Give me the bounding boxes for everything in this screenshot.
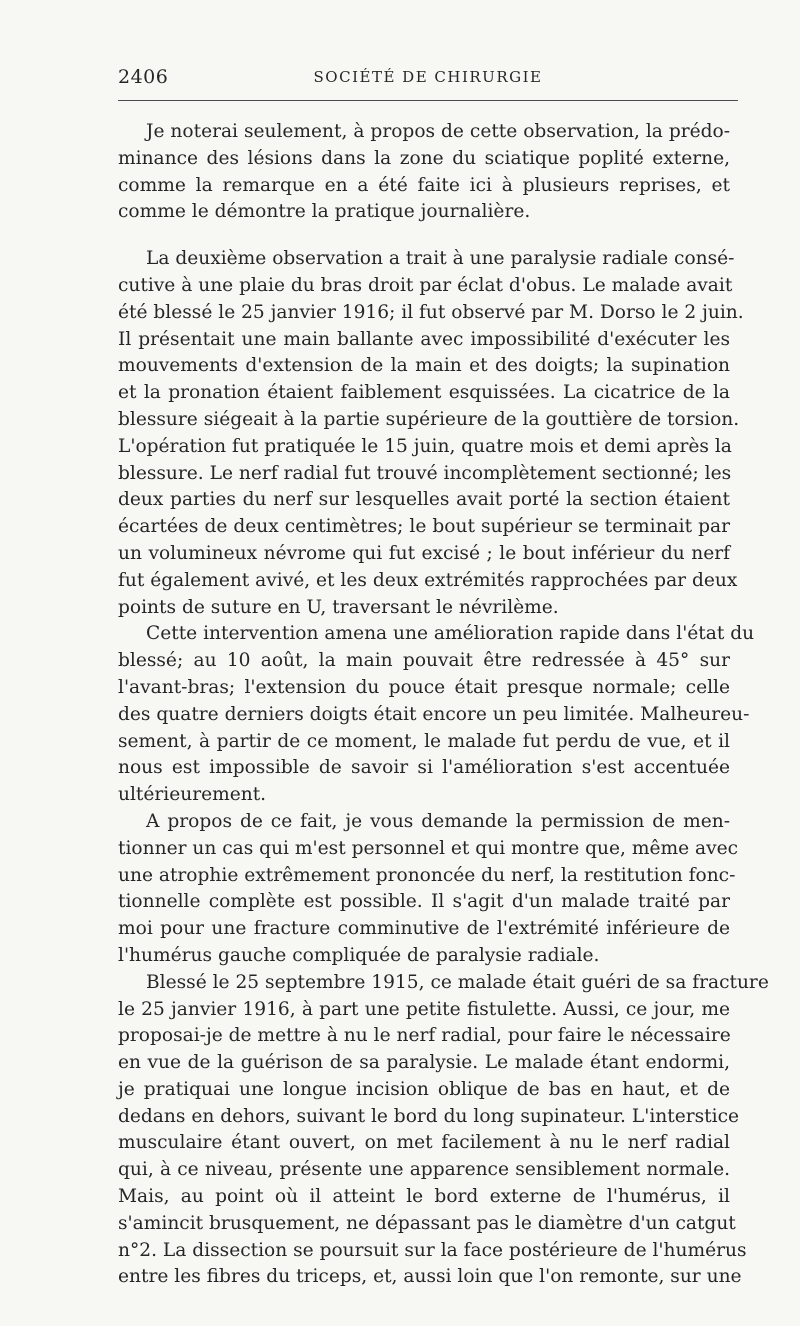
text-line: comme le démontre la pratique journalière. (118, 201, 531, 223)
text-line: blessure. Le nerf radial fut trouvé incomplètement sectionné; les (118, 462, 732, 484)
text-line: points de suture en U, traversant le névrilème. (118, 596, 559, 618)
text-line: comme la remarque en a été faite ici à plusieurs reprises, et (118, 174, 730, 196)
text-line: Cette intervention amena une amélioration rapide dans l'état du (146, 623, 755, 645)
text-line: blessure siégeait à la partie supérieure de la gouttière de torsion. (118, 408, 740, 430)
text-line: un volumineux névrome qui fut excisé ; le bout inférieur du nerf (118, 542, 730, 564)
text-line: l'avant-bras; l'extension du pouce était presque normale; celle (118, 676, 730, 698)
paragraph-3 (118, 621, 755, 809)
body-text (118, 119, 769, 1291)
text-line: l'humérus gauche compliquée de paralysie radiale. (118, 944, 600, 966)
running-head: SOCIÉTÉ DE CHIRURGIE (313, 68, 543, 86)
text-line: Mais, au point où il atteint le bord externe de l'humérus, il (118, 1186, 730, 1208)
text-line: je pratiquai une longue incision oblique de bas en haut, et de (118, 1078, 730, 1100)
text-line: La deuxième observation a trait à une paralysie radiale consé- (146, 248, 735, 270)
text-line: cutive à une plaie du bras droit par éclat d'obus. Le malade avait (118, 274, 733, 296)
text-line: Je noterai seulement, à propos de cette observation, la prédo- (146, 121, 730, 142)
text-line: le 25 janvier 1916, à part une petite fistulette. Aussi, ce jour, me (118, 998, 730, 1020)
text-line: qui, à ce niveau, présente une apparence sensiblement normale. (118, 1159, 730, 1181)
text-line: en vue de la guérison de sa paralysie. Le malade étant endormi, (118, 1052, 730, 1074)
text-line: été blessé le 25 janvier 1916; il fut observé par M. Dorso le 2 juin. (118, 301, 744, 323)
text-line: sement, à partir de ce moment, le malade fut perdu de vue, et il (118, 730, 730, 752)
text-line: des quatre derniers doigts était encore un peu limitée. Malheureu- (118, 703, 750, 725)
text-line: L'opération fut pratiquée le 15 juin, quatre mois et demi après la (118, 435, 732, 457)
text-line: A propos de ce fait, je vous demande la permission de men- (146, 810, 730, 832)
text-line: nous est impossible de savoir si l'amélioration s'est accentuée (118, 757, 730, 779)
header-rule (118, 100, 738, 101)
paragraph-1 (118, 119, 730, 226)
text-line: mouvements d'extension de la main et des doigts; la supination (118, 355, 730, 377)
page-number: 2406 (118, 66, 169, 88)
paragraph-gap (118, 226, 730, 246)
text-line: fut également avivé, et les deux extrémités rapprochées par deux (118, 569, 738, 591)
text-line: deux parties du nerf sur lesquelles avait porté la section étaient (118, 489, 730, 511)
text-line: une atrophie extrêmement prononcée du nerf, la restitution fonc- (118, 864, 736, 886)
text-line: proposai-je de mettre à nu le nerf radial, pour faire le nécessaire (118, 1025, 731, 1047)
text-line: s'amincit brusquement, ne dépassant pas le diamètre d'un catgut (118, 1212, 736, 1234)
text-line: n°2. La dissection se poursuit sur la face postérieure de l'humérus (118, 1239, 747, 1261)
text-line: tionnelle complète est possible. Il s'agit d'un malade traité par (118, 891, 730, 913)
text-line: et la pronation étaient faiblement esquissées. La cicatrice de la (118, 382, 730, 404)
text-line: minance des lésions dans la zone du sciatique poplité externe, (118, 147, 730, 169)
text-line: dedans en dehors, suivant le bord du long supinateur. L'interstice (118, 1105, 739, 1127)
text-line: entre les fibres du triceps, et, aussi loin que l'on remonte, sur une (118, 1266, 742, 1288)
paragraph-4 (118, 809, 739, 970)
text-line: écartées de deux centimètres; le bout supérieur se terminait par (118, 516, 730, 538)
text-line: musculaire étant ouvert, on met facilement à nu le nerf radial (118, 1132, 730, 1154)
text-line: Il présentait une main ballante avec impossibilité d'exécuter les (118, 328, 730, 350)
paragraph-2 (118, 246, 744, 621)
text-line: Blessé le 25 septembre 1915, ce malade était guéri de sa fracture (146, 971, 769, 993)
text-line: blessé; au 10 août, la main pouvait être redressée à 45° sur (118, 650, 730, 672)
paragraph-5 (118, 970, 769, 1292)
text-line: tionner un cas qui m'est personnel et qui montre que, même avec (118, 837, 739, 859)
text-line: ultérieurement. (118, 784, 267, 806)
page-header (118, 66, 738, 90)
text-line: moi pour une fracture comminutive de l'extrémité inférieure de (118, 918, 730, 940)
